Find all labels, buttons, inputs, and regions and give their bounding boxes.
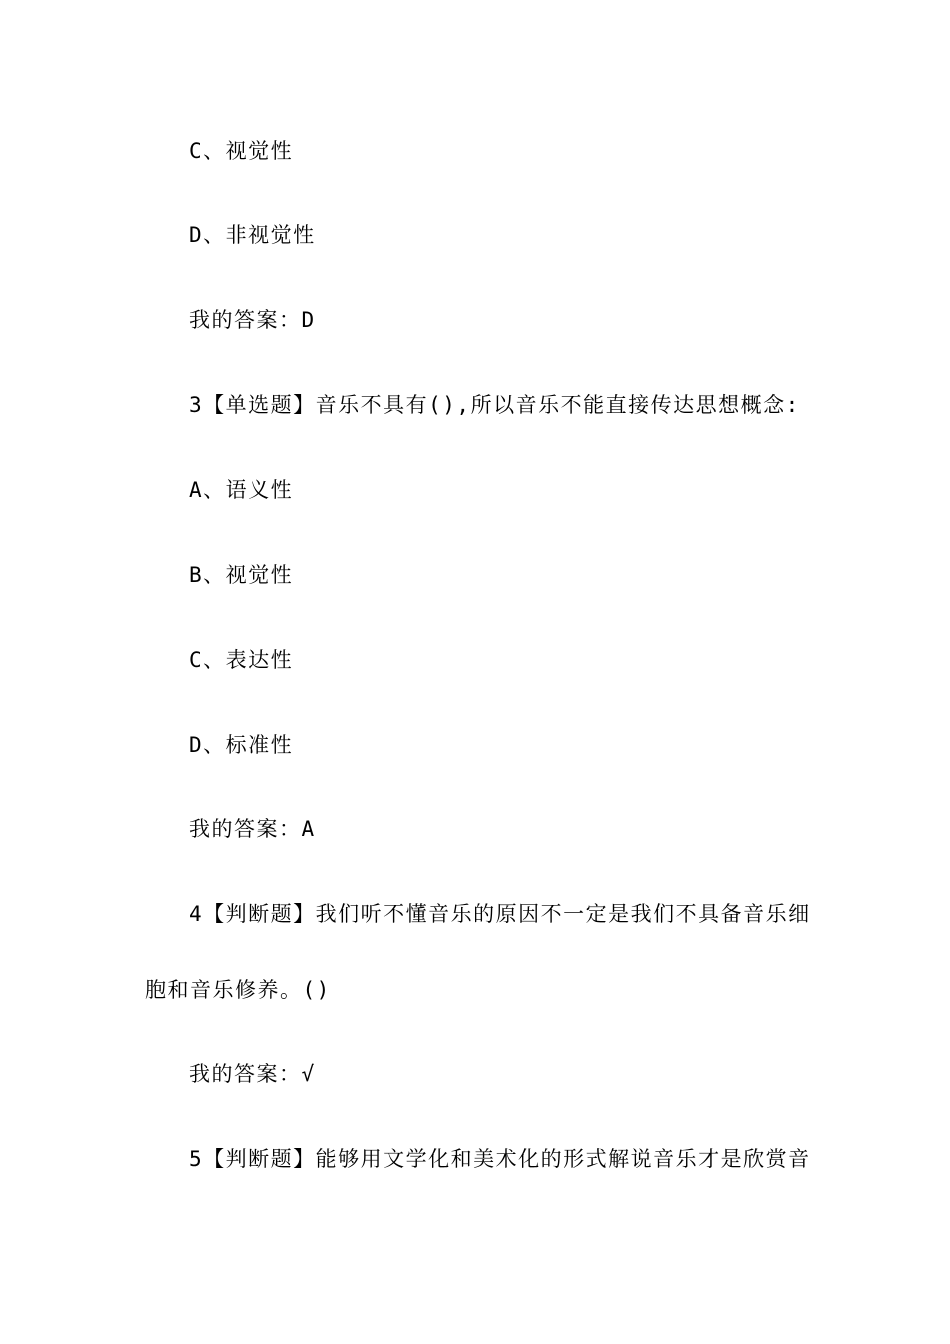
answer-q2: 我的答案：D <box>189 308 316 332</box>
answer-q4: 我的答案：√ <box>189 1062 316 1086</box>
question-4-line-1: 4【判断题】我们听不懂音乐的原因不一定是我们不具备音乐细 <box>189 902 811 926</box>
option-b-q3: B、视觉性 <box>189 563 294 587</box>
option-d-q3: D、标准性 <box>189 733 294 757</box>
question-3: 3【单选题】音乐不具有(),所以音乐不能直接传达思想概念: <box>189 393 800 417</box>
option-c-q2: C、视觉性 <box>189 139 294 163</box>
option-c-q3: C、表达性 <box>189 648 294 672</box>
question-5-line-1: 5【判断题】能够用文学化和美术化的形式解说音乐才是欣赏音 <box>189 1147 811 1171</box>
option-d-q2: D、非视觉性 <box>189 223 316 247</box>
option-a-q3: A、语义性 <box>189 478 294 502</box>
question-4-line-2: 胞和音乐修养。() <box>145 978 331 1002</box>
answer-q3: 我的答案：A <box>189 817 316 841</box>
